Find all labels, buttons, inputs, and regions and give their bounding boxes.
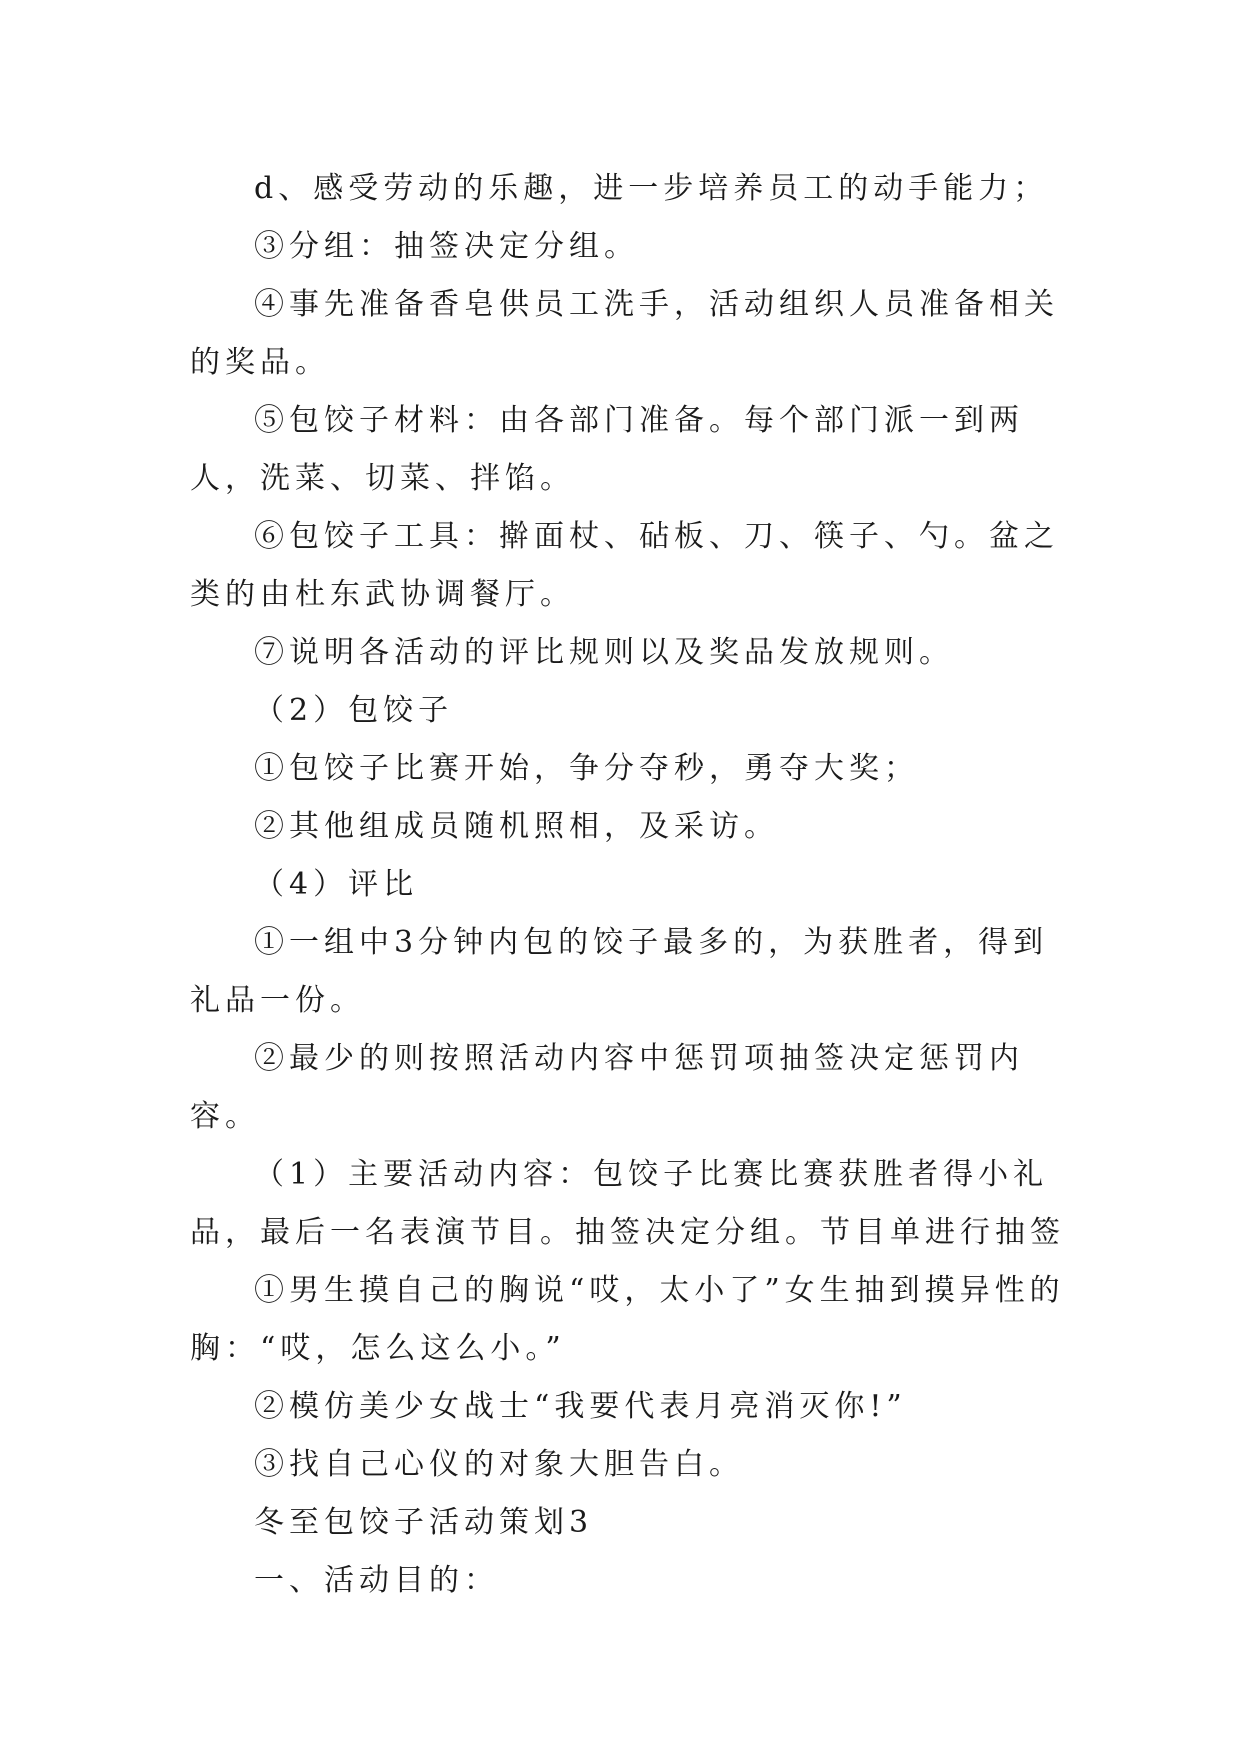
paragraph-item-d: d、感受劳动的乐趣，进一步培养员工的动手能力； bbox=[254, 171, 1049, 206]
section-heading-evaluation: （4）评比 bbox=[254, 867, 419, 902]
paragraph-rules: ⑦说明各活动的评比规则以及奖品发放规则。 bbox=[254, 635, 954, 670]
paragraph-penalty: ②最少的则按照活动内容中惩罚项抽签决定惩罚内容。 bbox=[190, 1041, 1024, 1134]
document-subtitle: 冬至包饺子活动策划3 bbox=[254, 1505, 594, 1540]
paragraph-program-3: ③找自己心仪的对象大胆告白。 bbox=[254, 1447, 744, 1482]
paragraph-photos: ②其他组成员随机照相，及采访。 bbox=[254, 809, 779, 844]
paragraph-grouping: ③分组：抽签决定分组。 bbox=[254, 229, 639, 264]
paragraph-main-content: （1）主要活动内容：包饺子比赛比赛获胜者得小礼品，最后一名表演节目。抽签决定分组。节目单进行抽签 bbox=[190, 1157, 1065, 1250]
paragraph-program-1: ①男生摸自己的胸说“哎，太小了”女生抽到摸异性的胸：“哎，怎么这么小。” bbox=[190, 1273, 1065, 1366]
paragraph-winner: ①一组中3分钟内包的饺子最多的，为获胜者，得到礼品一份。 bbox=[190, 925, 1049, 1018]
paragraph-program-2: ②模仿美少女战士“我要代表月亮消灭你!” bbox=[254, 1389, 907, 1424]
section-heading-dumplings: （2）包饺子 bbox=[254, 693, 454, 728]
paragraph-contest-start: ①包饺子比赛开始，争分夺秒，勇夺大奖； bbox=[254, 751, 919, 786]
paragraph-materials: ⑤包饺子材料：由各部门准备。每个部门派一到两人，洗菜、切菜、拌馅。 bbox=[190, 403, 1024, 496]
section-heading-purpose: 一、活动目的： bbox=[254, 1563, 499, 1598]
paragraph-soap-prizes: ④事先准备香皂供员工洗手，活动组织人员准备相关的奖品。 bbox=[190, 287, 1059, 380]
document-body bbox=[190, 160, 1070, 1610]
paragraph-tools: ⑥包饺子工具：擀面杖、砧板、刀、筷子、勺。盆之类的由杜东武协调餐厅。 bbox=[190, 519, 1059, 612]
